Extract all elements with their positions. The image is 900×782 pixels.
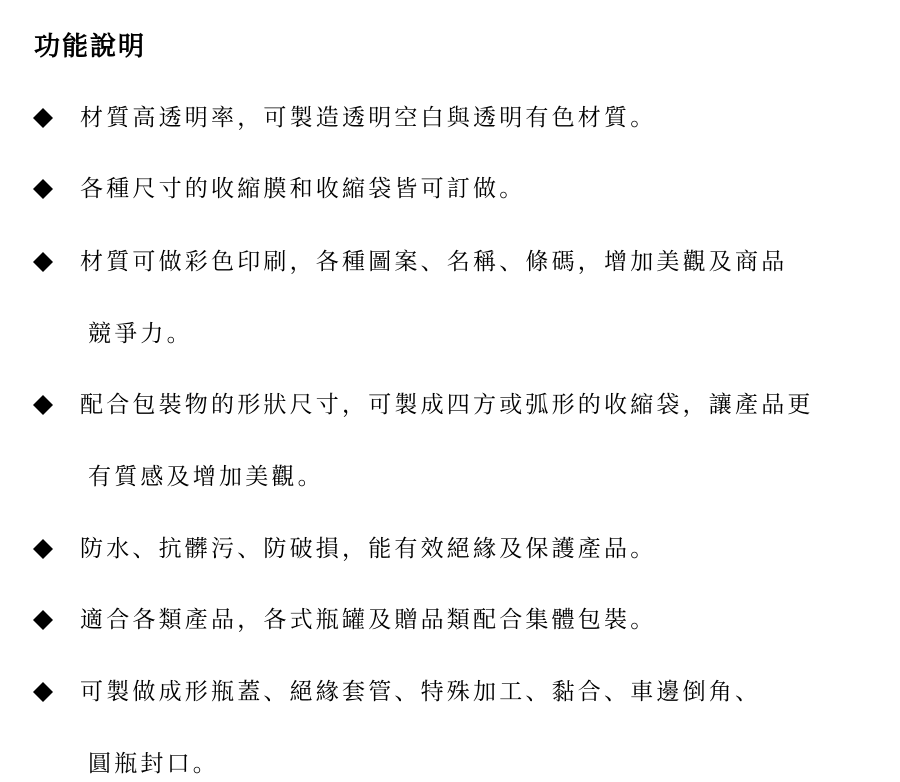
diamond-bullet-icon: [30, 602, 56, 638]
diamond-bullet-icon: [30, 100, 56, 136]
diamond-bullet-icon: [30, 531, 56, 567]
list-item-text-continued: 競爭力。: [88, 321, 193, 347]
list-item-text: 適合各類產品，各式瓶罐及贈品類配合集體包裝。: [80, 607, 657, 633]
list-item-text-continued: 有質感及增加美觀。: [88, 464, 324, 490]
diamond-bullet-icon: [30, 674, 56, 710]
list-item-text: 防水、抗髒污、防破損，能有效絕緣及保護產品。: [80, 536, 657, 562]
list-item-text: 各種尺寸的收縮膜和收縮袋皆可訂做。: [80, 176, 526, 202]
list-item-text: 可製做成形瓶蓋、絕緣套管、特殊加工、黏合、車邊倒角、: [80, 679, 762, 705]
diamond-bullet-icon: [30, 244, 56, 280]
diamond-bullet-icon: [30, 171, 56, 207]
list-item-text: 配合包裝物的形狀尺寸，可製成四方或弧形的收縮袋，讓產品更: [80, 392, 814, 418]
list-item-text: 材質可做彩色印刷，各種圖案、名稱、條碼，增加美觀及商品: [80, 249, 788, 275]
list-item-text-continued: 圓瓶封口。: [88, 751, 219, 777]
list-item-text: 材質高透明率，可製造透明空白與透明有色材質。: [80, 105, 657, 131]
diamond-bullet-icon: [30, 387, 56, 423]
section-title: 功能說明: [34, 32, 147, 62]
